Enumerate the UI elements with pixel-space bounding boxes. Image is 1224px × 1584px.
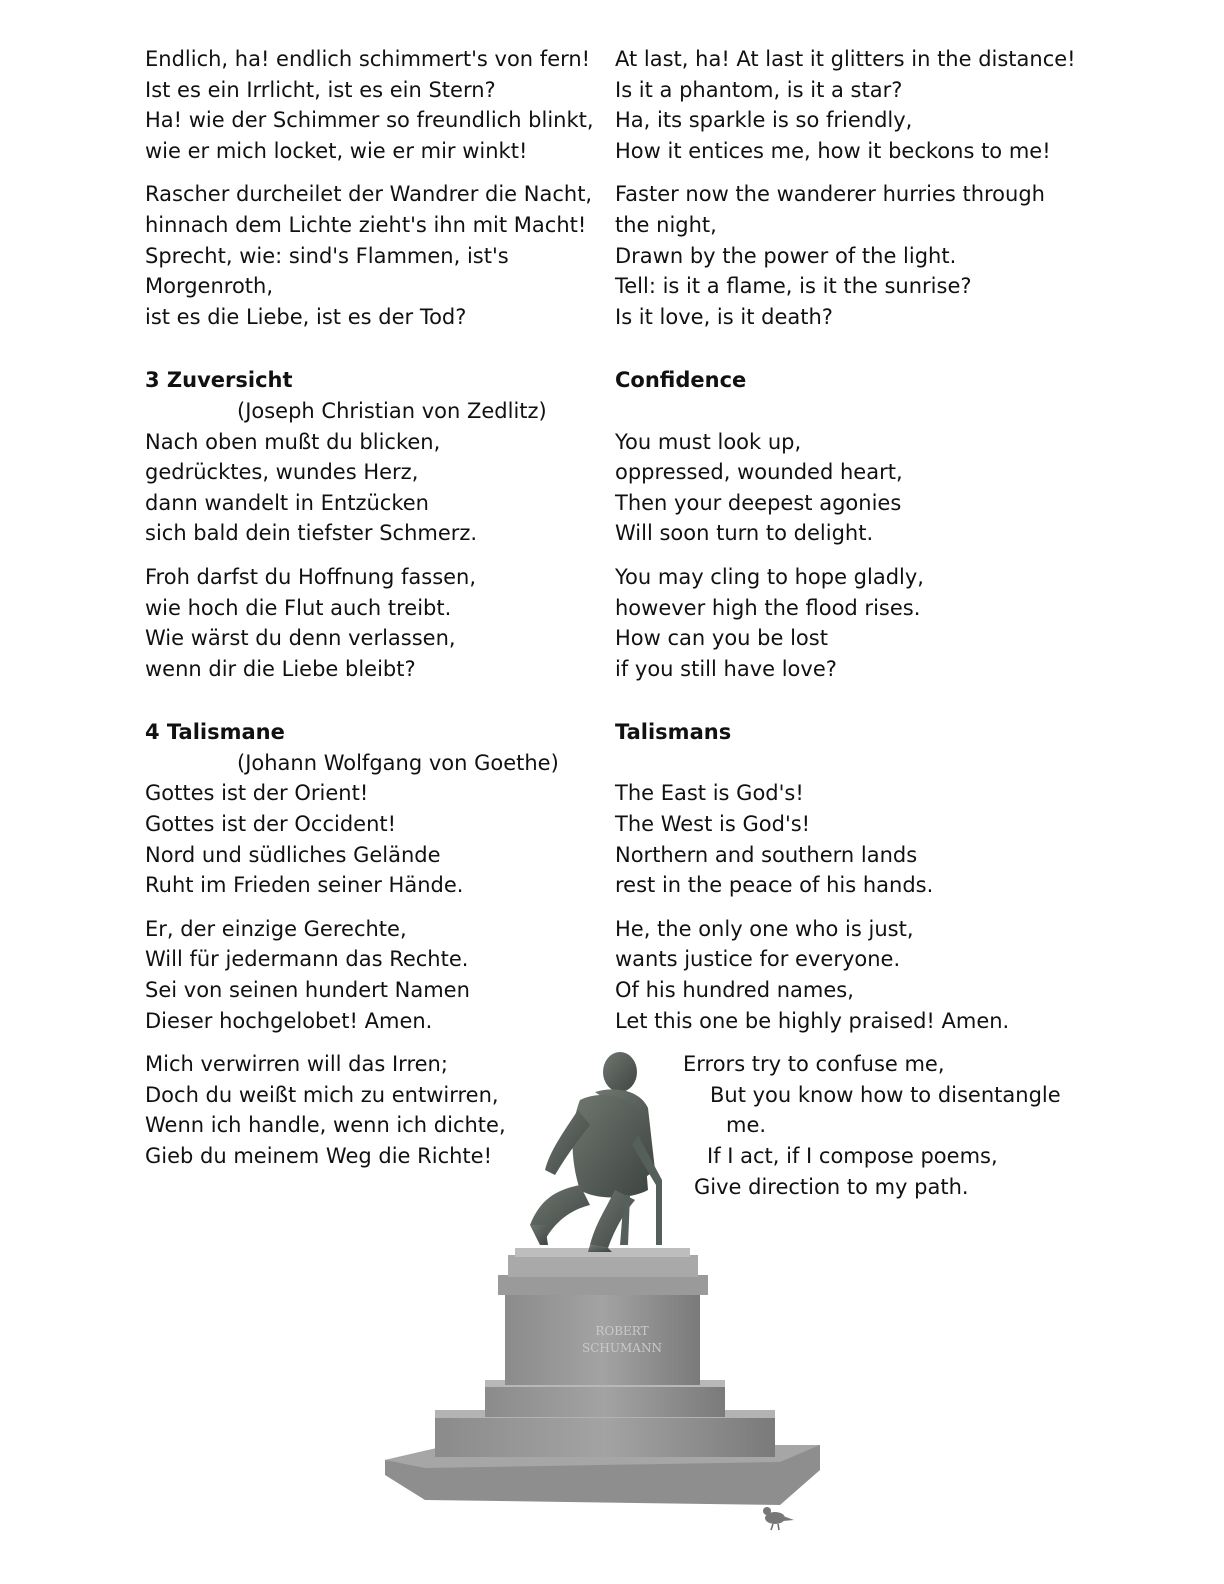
german-stanza — [145, 562, 595, 684]
song-title: Talismans — [615, 720, 732, 745]
verse-line: Then your deepest agonies — [615, 490, 902, 515]
german-stanza — [145, 914, 595, 1036]
verse-line: You may cling to hope gladly, — [615, 564, 924, 589]
verse-line: however high the flood rises. — [615, 595, 921, 620]
german-stanza — [145, 778, 595, 900]
verse-line: The East is God's! — [615, 781, 804, 806]
english-column — [615, 44, 1075, 1202]
german-stanza — [145, 44, 595, 166]
verse-line: wants justice for everyone. — [615, 947, 901, 972]
verse-line: oppressed, wounded heart, — [615, 460, 903, 485]
verse-line: Mich verwirren will das Irren; — [145, 1052, 448, 1077]
verse-line: sich bald dein tiefster Schmerz. — [145, 521, 478, 546]
song-author: (Johann Wolfgang von Goethe) — [237, 750, 559, 775]
verse-line: me. — [726, 1113, 767, 1138]
verse-line: dann wandelt in Entzücken — [145, 490, 429, 515]
song-author: (Joseph Christian von Zedlitz) — [237, 398, 547, 423]
song-title: 3 Zuversicht — [145, 368, 293, 393]
verse-line: Is it love, is it death? — [615, 304, 833, 329]
verse-line: Rascher durcheilet der Wandrer die Nacht, — [145, 182, 593, 207]
verse-line: if you still have love? — [615, 656, 837, 681]
verse-line: But you know how to disentangle — [710, 1082, 1061, 1107]
verse-line: Dieser hochgelobet! Amen. — [145, 1008, 433, 1033]
song-title: 4 Talismane — [145, 720, 285, 745]
pigeon-image — [763, 1507, 794, 1530]
german-stanza — [145, 179, 595, 332]
verse-line: Er, der einzige Gerechte, — [145, 916, 407, 941]
verse-line: The West is God's! — [615, 812, 811, 837]
pedestal-step — [485, 1385, 725, 1417]
verse-line: Is it a phantom, is it a star? — [615, 77, 903, 102]
verse-line: He, the only one who is just, — [615, 916, 914, 941]
verse-line: At last, ha! At last it glitters in the distance! — [615, 47, 1076, 71]
verse-line: Gieb du meinem Weg die Richte! — [145, 1144, 492, 1168]
verse-line: Gottes ist der Occident! — [145, 812, 397, 837]
verse-line: wie hoch die Flut auch treibt. — [145, 595, 452, 620]
verse-line: the night, — [615, 212, 717, 237]
english-stanza — [615, 44, 1075, 166]
verse-line: Ha! wie der Schimmer so freundlich blinkt, — [145, 108, 594, 133]
seated-figure — [530, 1052, 662, 1252]
verse-line: wenn dir die Liebe bleibt? — [145, 656, 416, 681]
verse-line: Froh darfst du Hoffnung fassen, — [145, 564, 477, 589]
verse-line: How it entices me, how it beckons to me! — [615, 138, 1051, 163]
verse-line: Give direction to my path. — [694, 1174, 969, 1199]
verse-line: Of his hundred names, — [615, 978, 854, 1003]
verse-line: Wenn ich handle, wenn ich dichte, — [145, 1113, 506, 1138]
verse-line: Ruht im Frieden seiner Hände. — [145, 873, 464, 898]
verse-line: Errors try to confuse me, — [683, 1052, 945, 1077]
verse-line: Drawn by the power of the light. — [615, 243, 957, 268]
verse-line: rest in the peace of his hands. — [615, 873, 934, 898]
english-stanza — [615, 914, 1075, 1036]
verse-line: Northern and southern lands — [615, 842, 918, 867]
verse-line: Ha, its sparkle is so friendly, — [615, 108, 913, 133]
schumann-statue-image — [380, 1050, 830, 1540]
verse-line: Let this one be highly praised! Amen. — [615, 1008, 1010, 1033]
german-column — [145, 44, 595, 1172]
verse-line: Ist es ein Irrlicht, ist es ein Stern? — [145, 77, 496, 102]
verse-line: Wie wärst du denn verlassen, — [145, 626, 456, 651]
verse-line: Will für jedermann das Rechte. — [145, 947, 469, 972]
verse-line: Endlich, ha! endlich schimmert's von fern! — [145, 47, 591, 71]
song-title: Confidence — [615, 368, 747, 393]
verse-line: Nord und südliches Gelände — [145, 842, 441, 867]
verse-line: Sei von seinen hundert Namen — [145, 978, 470, 1003]
pedestal-inscription: ROBERT — [595, 1324, 649, 1338]
verse-line: Faster now the wanderer hurries through — [615, 182, 1045, 207]
verse-line: Doch du weißt mich zu entwirren, — [145, 1082, 499, 1107]
english-stanza — [615, 179, 1075, 332]
verse-line: If I act, if I compose poems, — [707, 1144, 998, 1168]
verse-line: gedrücktes, wundes Herz, — [145, 460, 419, 485]
german-stanza — [145, 427, 595, 549]
verse-line: Morgenroth, — [145, 274, 274, 299]
english-stanza — [615, 562, 1075, 684]
verse-line: Sprecht, wie: sind's Flammen, ist's — [145, 243, 509, 268]
english-stanza — [615, 778, 1075, 900]
verse-line: Will soon turn to delight. — [615, 521, 874, 546]
verse-line: Tell: is it a flame, is it the sunrise? — [615, 274, 972, 299]
pedestal-step — [435, 1415, 775, 1457]
verse-line: Nach oben mußt du blicken, — [145, 429, 441, 454]
verse-line: You must look up, — [615, 429, 802, 454]
verse-line: wie er mich locket, wie er mir winkt! — [145, 138, 528, 163]
english-stanza — [615, 427, 1075, 549]
pedestal-inscription: SCHUMANN — [582, 1341, 662, 1355]
verse-line: Gottes ist der Orient! — [145, 781, 369, 806]
verse-line: hinnach dem Lichte zieht's ihn mit Macht! — [145, 212, 587, 237]
verse-line: How can you be lost — [615, 626, 828, 651]
verse-line: ist es die Liebe, ist es der Tod? — [145, 304, 467, 329]
